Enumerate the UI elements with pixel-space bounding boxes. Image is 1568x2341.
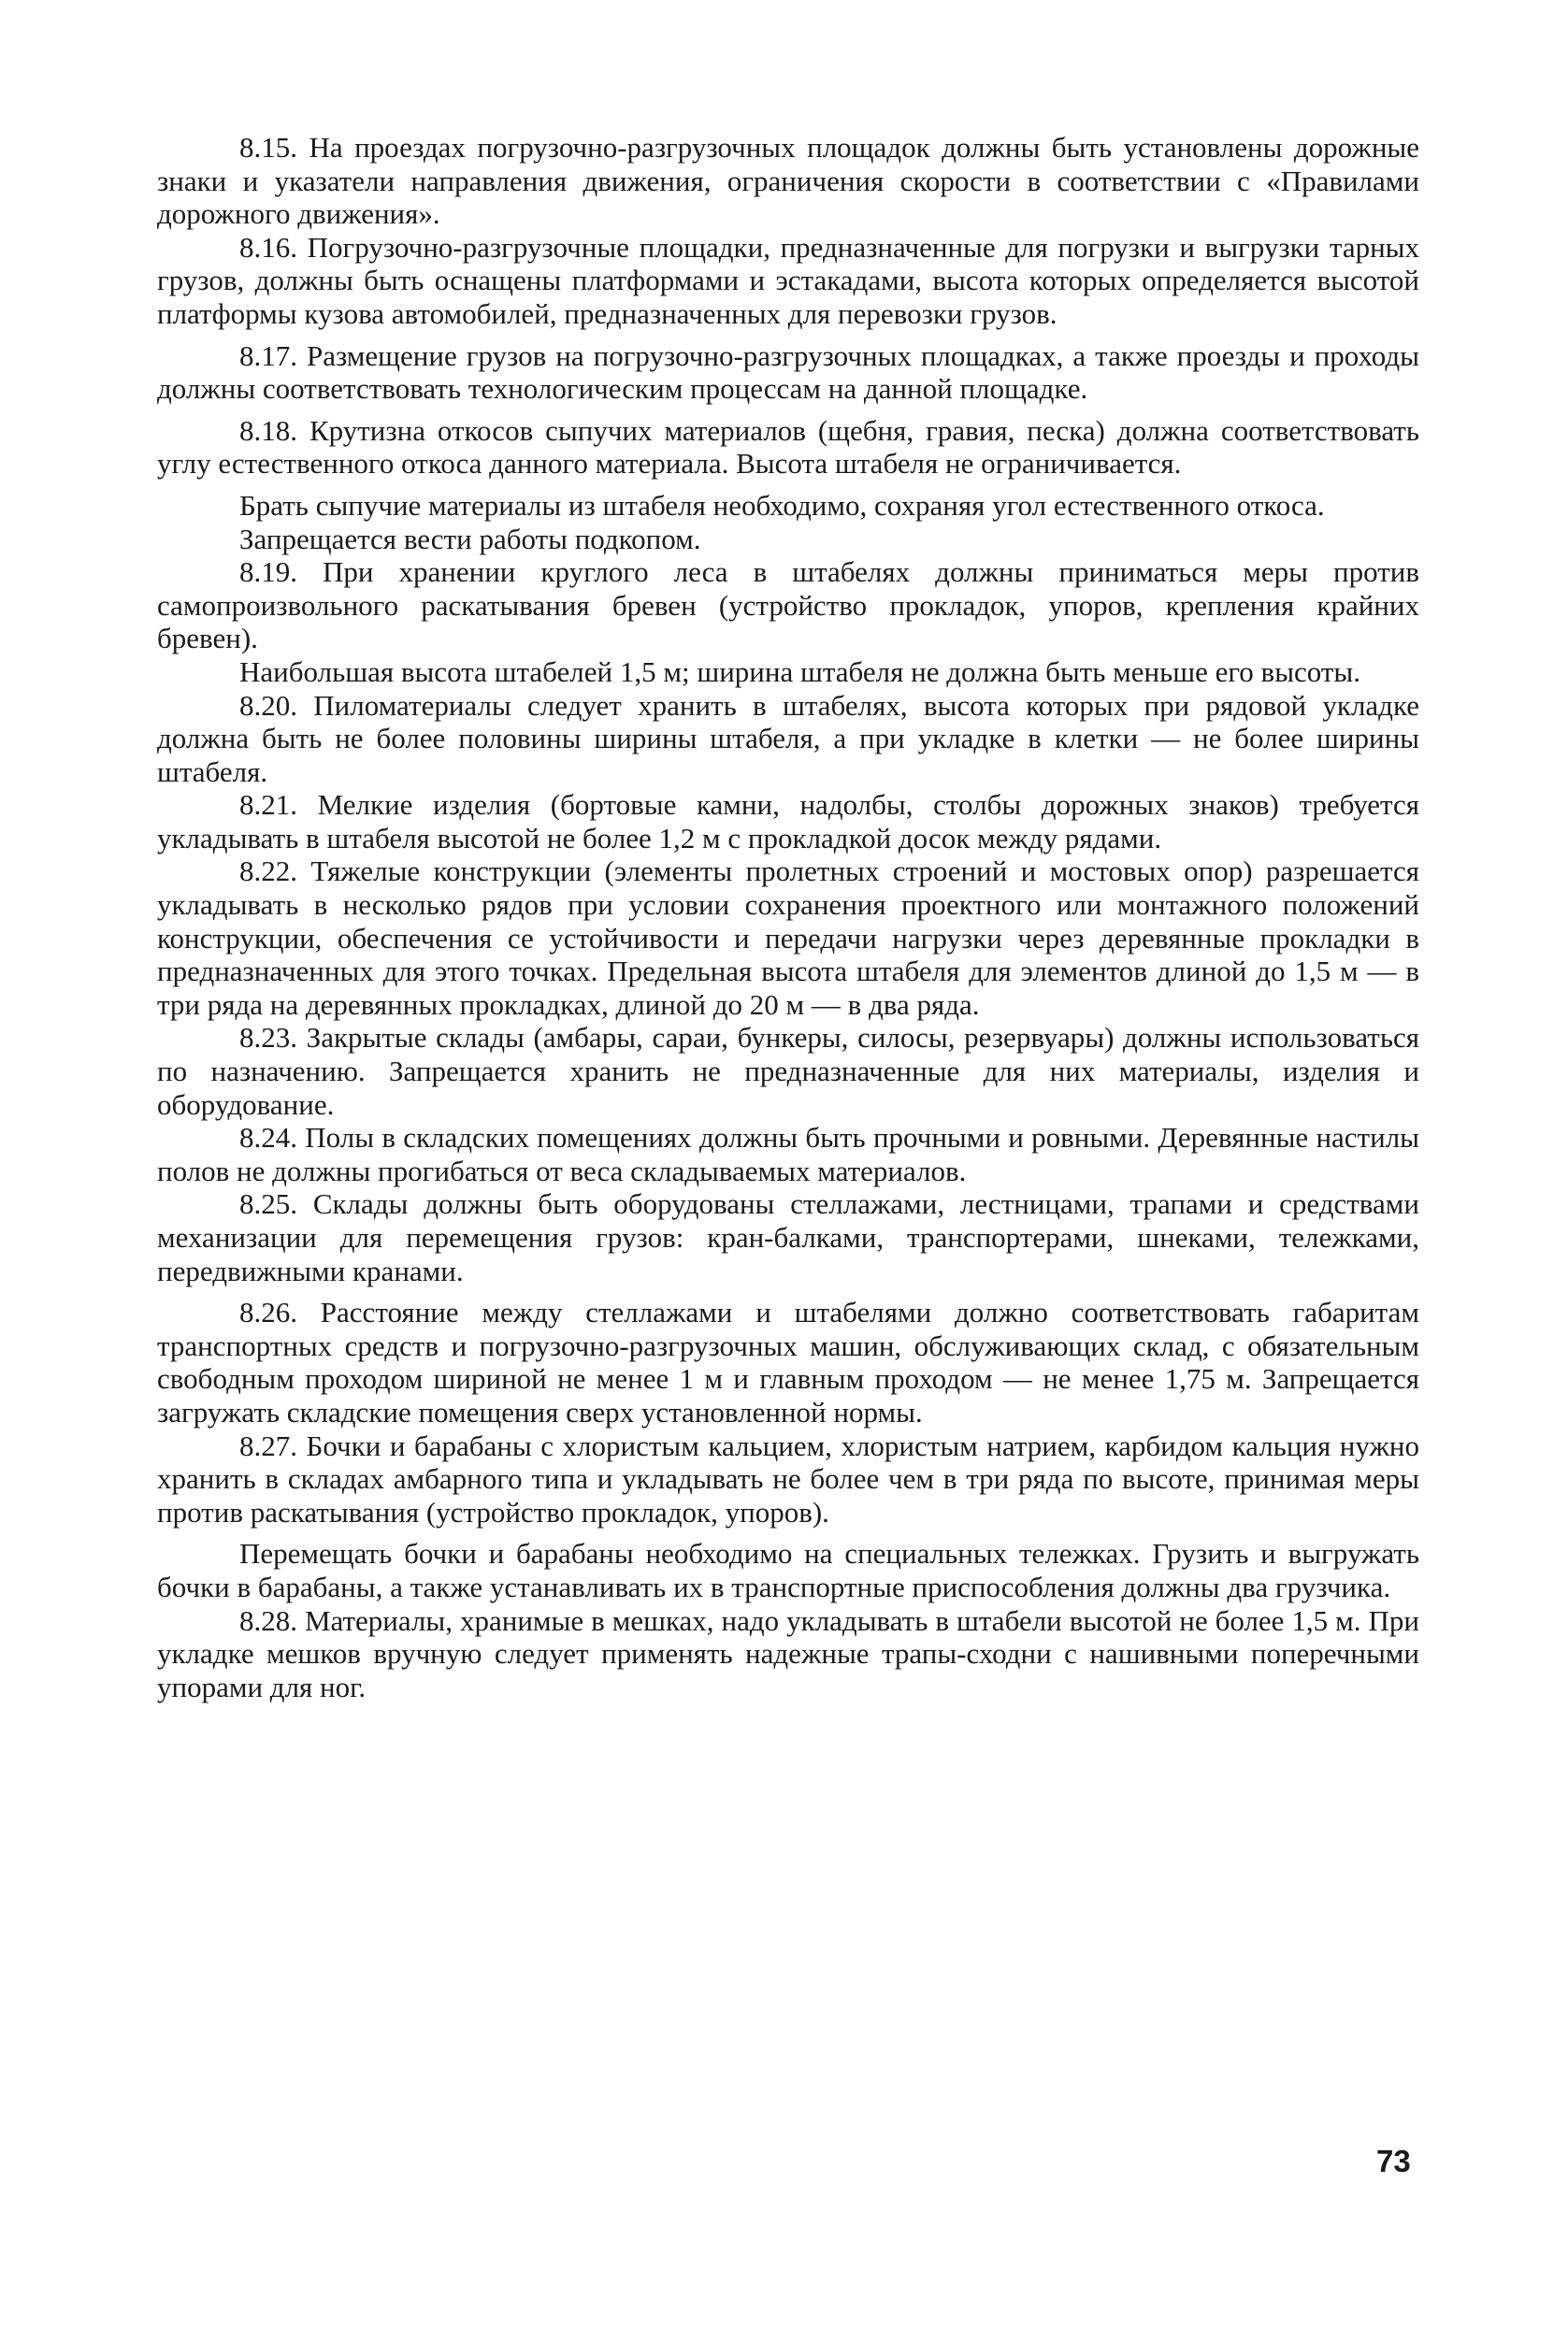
paragraph-stack-height: Наибольшая высота штабелей 1,5 м; ширина штабеля не должна быть меньше его высоты. (239, 654, 1360, 688)
paragraph-8-19: 8.19. При хранении круглого леса в штабелях должны приниматься меры против самопроизвольного раскатывания бревен (устройство прокладок, упоров, крепления крайних бревен). (157, 555, 1419, 655)
paragraph-8-20: 8.20. Пиломатериалы следует хранить в штабелях, высота которых при рядовой укладке должна быть не более половины ширины штабеля, а при укладке в клетки — не более ширины штабеля. (157, 688, 1419, 788)
paragraph-8-16: 8.16. Погрузочно-разгрузочные площадки, предназначенные для погрузки и выгрузки тарных грузов, должны быть оснащены платформами и эстакадами, высота которых определяется высотой платформы кузова автомобилей, предназначенных для перевозки грузов. (157, 230, 1419, 330)
paragraph-8-25: 8.25. Склады должны быть оборудованы стеллажами, лестницами, трапами и средствами механизации для перемещения грузов: кран-балками, транспортерами, шнеками, тележками, передвижными кранами. (157, 1187, 1419, 1287)
paragraph-8-18: 8.18. Крутизна откосов сыпучих материалов (щебня, гравия, песка) должна соответствовать углу естественного откоса данного материала. Высота штабеля не ограничивается. (157, 413, 1419, 481)
paragraph-8-17: 8.17. Размещение грузов на погрузочно-разгрузочных площадках, а также проезды и проходы должны соответствовать технологическим процессам на данной площадке. (157, 338, 1419, 406)
paragraph-undermining-ban: Запрещается вести работы подкопом. (239, 522, 701, 555)
paragraph-8-27: 8.27. Бочки и барабаны с хлористым кальцием, хлористым натрием, карбидом кальция нужно хранить в складах амбарного типа и укладывать не более чем в три ряда по высоте, принимая меры против раскатывания (устройство прокладок, упоров). (157, 1429, 1419, 1529)
paragraph-barrels-transport: Перемещать бочки и барабаны необходимо на специальных тележках. Грузить и выгружать бочки в барабаны, а также устанавливать их в транспортные приспособления должны два грузчика. (157, 1537, 1419, 1603)
paragraph-8-28: 8.28. Материалы, хранимые в мешках, надо укладывать в штабели высотой не более 1,5 м. При укладке мешков вручную следует применять надежные трапы-сходни с нашивными поперечными упорами для ног. (157, 1603, 1419, 1703)
paragraph-8-15: 8.15. На проездах погрузочно-разгрузочных площадок должны быть установлены дорожные знаки и указатели направления движения, ограничения скорости в соответствии с «Правилами дорожного движения». (157, 131, 1419, 231)
paragraph-8-26: 8.26. Расстояние между стеллажами и штабелями должно соответствовать габаритам транспортных средств и погрузочно-разгрузочных машин, обслуживающих склад, с обязательным свободным проходом шириной не менее 1 м и главным проходом — не менее 1,75 м. Запрещается загружать складские помещения сверх установленной нормы. (157, 1296, 1419, 1429)
paragraph-bulk-materials: Брать сыпучие материалы из штабеля необходимо, сохраняя угол естественного откоса. (239, 488, 1325, 522)
paragraph-8-23: 8.23. Закрытые склады (амбары, сараи, бункеры, силосы, резервуары) должны использоваться по назначению. Запрещается хранить не предназначенные для них материалы, изделия и оборудование. (157, 1021, 1419, 1121)
paragraph-8-22: 8.22. Тяжелые конструкции (элементы пролетных строений и мостовых опор) разрешается укладывать в несколько рядов при условии сохранения проектного или монтажного положений конструкции, обеспечения се устойчивости и передачи нагрузки через деревянные прокладки в предназначенных для этого точках. Предельная высота штабеля для элементов длиной до 1,5 м — в три ряда на деревянных прокладках, длиной до 20 м — в два ряда. (157, 855, 1419, 1021)
page-body (157, 131, 1419, 1703)
page-number: 73 (1376, 2144, 1411, 2178)
paragraph-8-21: 8.21. Мелкие изделия (бортовые камни, надолбы, столбы дорожных знаков) требуется укладывать в штабеля высотой не более 1,2 м с прокладкой досок между рядами. (157, 788, 1419, 855)
paragraph-8-24: 8.24. Полы в складских помещениях должны быть прочными и ровными. Деревянные настилы полов не должны прогибаться от веса складываемых материалов. (157, 1121, 1419, 1187)
